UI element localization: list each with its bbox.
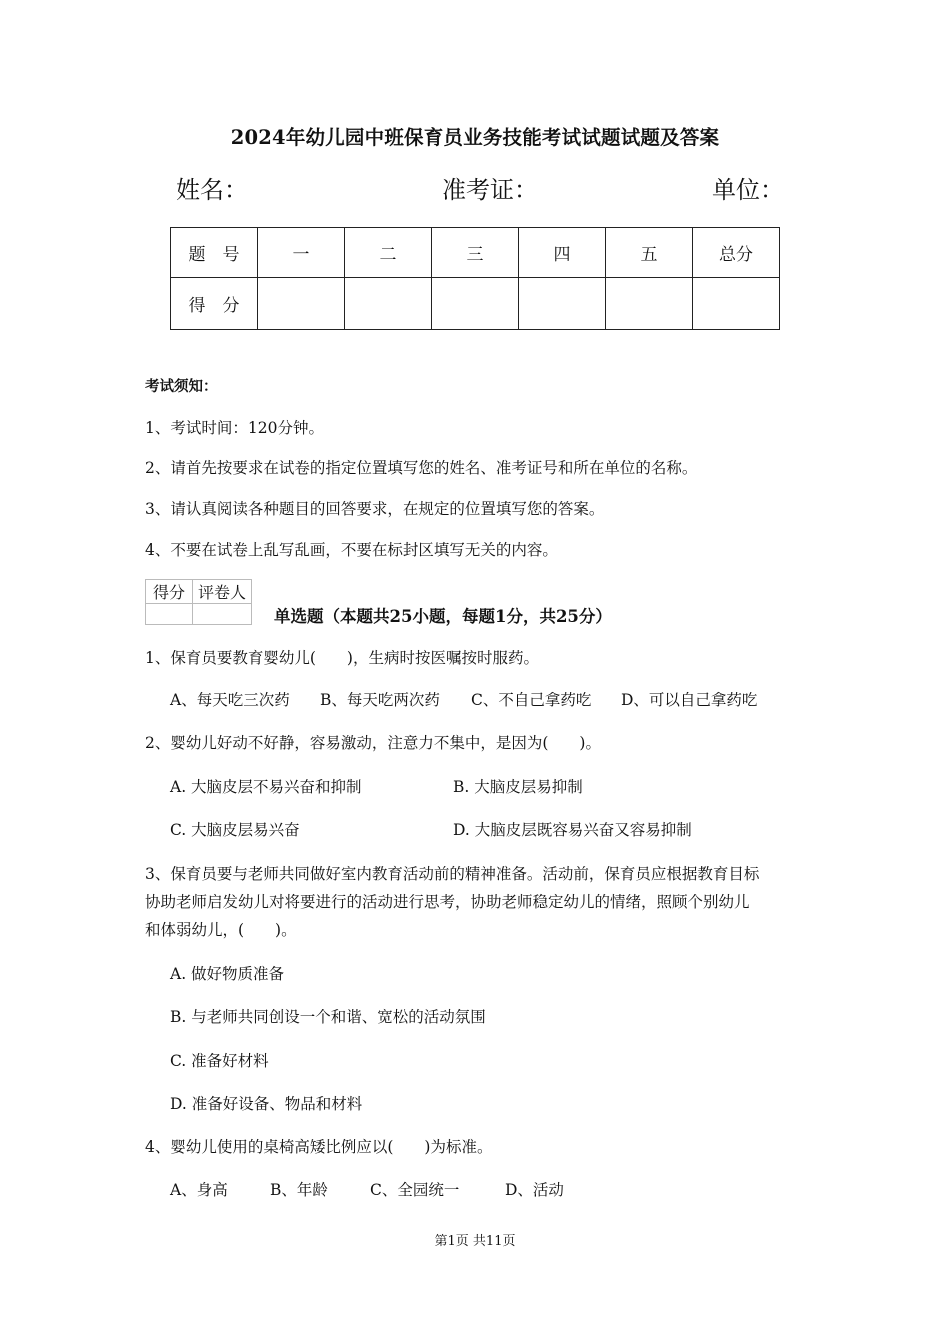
question-option[interactable]: A、身高 <box>170 1181 228 1199</box>
question-option[interactable]: D. 准备好设备、物品和材料 <box>170 1095 363 1113</box>
score-input-cell[interactable] <box>258 278 345 330</box>
grader-box <box>145 579 252 625</box>
name-field-label: 姓名： <box>176 176 248 204</box>
question-option[interactable]: C、全园统一 <box>370 1181 460 1199</box>
question-option[interactable]: C. 大脑皮层易兴奋 <box>170 821 300 839</box>
page-footer: 第1页 共11页 <box>434 1234 516 1249</box>
exam-id-field-label: 准考证： <box>442 176 538 204</box>
score-input-cell[interactable] <box>519 278 606 330</box>
question-option[interactable]: A. 大脑皮层不易兴奋和抑制 <box>170 778 362 796</box>
score-table-header-cell: 题 号 <box>171 228 258 278</box>
score-table <box>170 227 780 330</box>
score-row-label: 得 分 <box>171 278 258 330</box>
grader-box-score-label: 得分 <box>146 580 193 604</box>
score-input-cell[interactable] <box>606 278 693 330</box>
score-table-header-row <box>171 228 780 278</box>
question-option[interactable]: A、每天吃三次药 <box>170 691 290 709</box>
question-stem: 2、婴幼儿好动不好静，容易激动，注意力不集中，是因为( )。 <box>145 734 601 752</box>
score-table-header-cell: 五 <box>606 228 693 278</box>
score-table-header-cell: 三 <box>432 228 519 278</box>
grader-box-grader-label: 评卷人 <box>193 580 252 604</box>
question-stem: 1、保育员要教育婴幼儿( )，生病时按医嘱按时服药。 <box>145 649 539 667</box>
question-option[interactable]: C、不自己拿药吃 <box>471 691 592 709</box>
score-input-cell[interactable] <box>693 278 780 330</box>
score-table-header-cell: 一 <box>258 228 345 278</box>
question-option[interactable]: B、每天吃两次药 <box>320 691 440 709</box>
grader-box-grader-cell[interactable] <box>193 604 252 625</box>
question-option[interactable]: C. 准备好材料 <box>170 1052 269 1070</box>
score-table-header-cell: 二 <box>345 228 432 278</box>
instructions-heading: 考试须知： <box>145 378 218 395</box>
grader-box-score-cell[interactable] <box>146 604 193 625</box>
section-heading: 单选题（本题共25小题，每题1分，共25分） <box>274 607 612 626</box>
question-option[interactable]: B. 与老师共同创设一个和谐、宽松的活动氛围 <box>170 1008 486 1026</box>
score-table-score-row <box>171 278 780 330</box>
question-option[interactable]: D. 大脑皮层既容易兴奋又容易抑制 <box>453 821 692 839</box>
question-stem-line: 协助老师启发幼儿对将要进行的活动进行思考，协助老师稳定幼儿的情绪，照顾个别幼儿 <box>145 893 750 911</box>
question-option[interactable]: D、可以自己拿药吃 <box>621 691 758 709</box>
instruction-item: 2、请首先按要求在试卷的指定位置填写您的姓名、准考证号和所在单位的名称。 <box>145 459 698 477</box>
instruction-item: 3、请认真阅读各种题目的回答要求，在规定的位置填写您的答案。 <box>145 500 605 518</box>
instruction-item: 4、不要在试卷上乱写乱画，不要在标封区填写无关的内容。 <box>145 541 558 559</box>
question-option[interactable]: B、年龄 <box>270 1181 328 1199</box>
score-input-cell[interactable] <box>345 278 432 330</box>
score-input-cell[interactable] <box>432 278 519 330</box>
unit-field-label: 单位： <box>712 176 784 204</box>
question-stem-line: 和体弱幼儿，( )。 <box>145 921 297 939</box>
question-stem-line: 3、保育员要与老师共同做好室内教育活动前的精神准备。活动前，保育员应根据教育目标 <box>145 865 760 883</box>
question-option[interactable]: A. 做好物质准备 <box>170 965 285 983</box>
question-stem: 4、婴幼儿使用的桌椅高矮比例应以( )为标准。 <box>145 1138 493 1156</box>
instruction-item: 1、考试时间：120分钟。 <box>145 419 324 437</box>
question-option[interactable]: D、活动 <box>505 1181 564 1199</box>
score-table-header-cell: 总分 <box>693 228 780 278</box>
document-title: 2024年幼儿园中班保育员业务技能考试试题试题及答案 <box>230 126 720 149</box>
score-table-header-cell: 四 <box>519 228 606 278</box>
question-option[interactable]: B. 大脑皮层易抑制 <box>453 778 583 796</box>
